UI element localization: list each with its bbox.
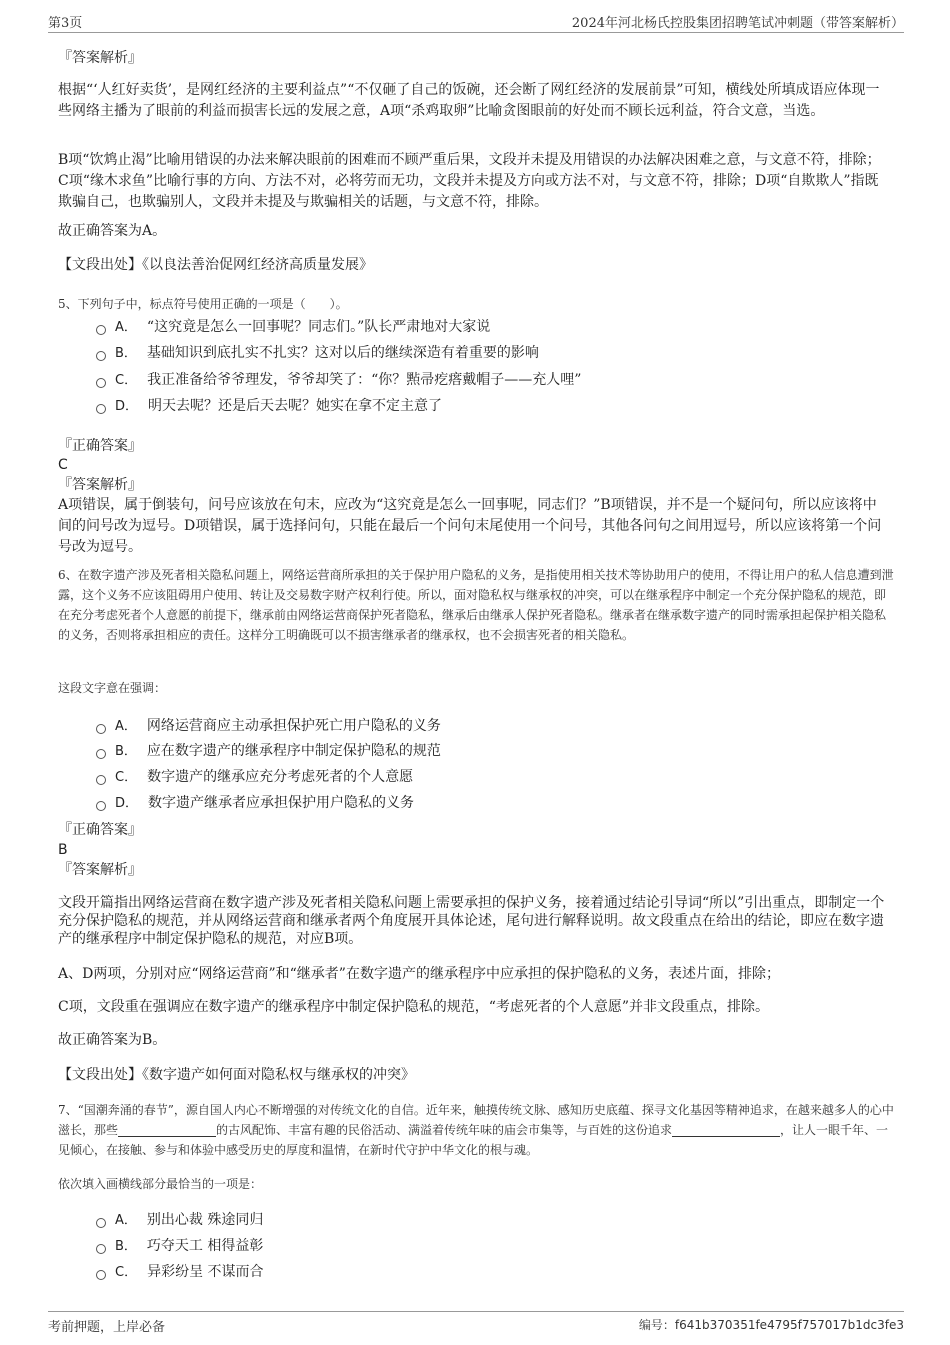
analysis-paragraph: A项错误，属于倒装句，问号应该放在句末，应改为“这究竟是怎么一回事呢，同志们？”B项错误，并不是一个疑问句，所以应该将中间的问号改为逗号。D项错误，属于选择问句，只能在最后一个问句末尾使用一个问号，其他各问句之间用逗号，所以应该将第一个问号改为逗号。 bbox=[58, 497, 882, 555]
option-a[interactable]: A． 网络运营商应主动承担保护死亡用户隐私的义务 bbox=[96, 716, 441, 737]
radio-icon[interactable] bbox=[96, 749, 106, 759]
radio-icon[interactable] bbox=[96, 404, 106, 414]
source-citation: 【文段出处】《以良法善治促网红经济高质量发展》 bbox=[58, 257, 373, 273]
radio-icon[interactable] bbox=[96, 775, 106, 785]
option-c[interactable]: C． 我正准备给爷爷理发，爷爷却笑了：“你？㸃帚疙瘩戴帽子——充人哩” bbox=[96, 370, 581, 391]
analysis-label: 『答案解析』 bbox=[58, 50, 142, 66]
document-id: 编号：f641b370351fe4795f757017b1dc3fe3 bbox=[638, 1318, 904, 1332]
radio-icon[interactable] bbox=[96, 325, 106, 335]
analysis-paragraph: 文段开篇指出网络运营商在数字遗产涉及死者相关隐私问题上需要承担的保护义务，接着通过结论引导词“所以”引出重点，即制定一个充分保护隐私的规范，并从网络运营商和继承者两个角度展开具体论述，尾句进行解释说明。故文段重点在给出的结论，即应在数字遗产的继承程序中制定保护隐私的规范，对应B项。 bbox=[58, 895, 885, 947]
analysis-paragraph: A、D两项，分别对应“网络运营商”和“继承者”在数字遗产的继承程序中应承担的保护隐私的义务，表述片面，排除； bbox=[58, 966, 780, 982]
option-c[interactable]: C． 异彩纷呈 不谋而合 bbox=[96, 1262, 264, 1283]
analysis-paragraph: B项“饮鸩止渴”比喻用错误的办法来解决眼前的困难而不顾严重后果，文段并未提及用错误的办法解决困难之意，与文意不符，排除；C项“缘木求鱼”比喻行事的方向、方法不对，必将劳而无功，文段并未提及方向或方法不对，与文意不符，排除；D项“自欺欺人”指既欺骗自己，也欺骗别人，文段并未提及与欺骗相关的话题，与文意不符，排除。 bbox=[58, 152, 881, 210]
radio-icon[interactable] bbox=[96, 724, 106, 734]
fill-blank bbox=[672, 1122, 780, 1137]
radio-icon[interactable] bbox=[96, 801, 106, 811]
option-a[interactable]: A． “这究竟是怎么一回事呢？同志们。”队长严肃地对大家说 bbox=[96, 317, 490, 338]
question-stem: 7、“国潮奔涌的春节”，源自国人内心不断增强的对传统文化的自信。近年来，触摸传统文脉、感知历史底蕴、探寻文化基因等精神追求，在越来越多人的心中滋长，那些 的古风配饰、丰富有趣的民俗活动、满溢着传统年味的庙会市集等，与百姓的这份追求 ，让人一眼千年、一见倾心，在接触、参与和体验中感受历史的厚度和温情，在新时代守护中华文化的根与魂。 bbox=[58, 1103, 894, 1157]
fill-blank bbox=[118, 1122, 216, 1137]
document-title: 2024年河北杨氏控股集团招聘笔试冲刺题（带答案解析） bbox=[571, 16, 904, 31]
answer-label: 『正确答案』 bbox=[58, 438, 142, 454]
question-prompt: 这段文字意在强调： bbox=[58, 681, 167, 695]
option-d[interactable]: D． 数字遗产继承者应承担保护用户隐私的义务 bbox=[96, 793, 414, 814]
footer-slogan: 考前押题，上岸必备 bbox=[48, 1320, 166, 1335]
option-c[interactable]: C． 数字遗产的继承应充分考虑死者的个人意愿 bbox=[96, 767, 413, 788]
analysis-paragraph: 根据“‘人红好卖货’，是网红经济的主要利益点”“不仅砸了自己的饭碗，还会断了网红经济的发展前景”可知，横线处所填成语应体现一些网络主播为了眼前的利益而损害长远的发展之意，A项“杀鸡取卵”比喻贪图眼前的好处而不顾长远利益，符合文意，当选。 bbox=[58, 82, 880, 119]
page-footer bbox=[48, 1311, 904, 1335]
radio-icon[interactable] bbox=[96, 1244, 106, 1254]
option-a[interactable]: A． 别出心裁 殊途同归 bbox=[96, 1210, 263, 1231]
question-stem: 6、在数字遗产涉及死者相关隐私问题上，网络运营商所承担的关于保护用户隐私的义务，是指使用相关技术等协助用户的使用，不得让用户的私人信息遭到泄露，这个义务不应该阻碍用户使用、转让及交易数字财产权利行使。所以，面对隐私权与继承权的冲突，可以在继承程序中制定一个充分保护隐私的规范，即在充分考虑死者个人意愿的前提下，继承前由网络运营商保护死者隐私，继承后由继承人保护死者隐私。继承者在继承数字遗产的同时需承担起保护相关隐私的义务，否则将承担相应的责任。这样分工明确既可以不损害继承者的继承权，也不会损害死者的相关隐私。 bbox=[58, 568, 894, 642]
answer-conclusion: 故正确答案为A。 bbox=[58, 223, 167, 239]
radio-icon[interactable] bbox=[96, 1218, 106, 1228]
analysis-label: 『答案解析』 bbox=[58, 862, 142, 878]
option-b[interactable]: B． 基础知识到底扎实不扎实？这对以后的继续深造有着重要的影响 bbox=[96, 343, 539, 364]
correct-answer: B bbox=[58, 842, 68, 858]
page-header bbox=[48, 12, 904, 33]
radio-icon[interactable] bbox=[96, 1270, 106, 1280]
source-citation: 【文段出处】《数字遗产如何面对隐私权与继承权的冲突》 bbox=[58, 1067, 415, 1083]
correct-answer: C bbox=[58, 457, 68, 473]
answer-label: 『正确答案』 bbox=[58, 822, 142, 838]
question-prompt: 依次填入画横线部分最恰当的一项是： bbox=[58, 1177, 263, 1191]
option-b[interactable]: B． 巧夺天工 相得益彰 bbox=[96, 1236, 263, 1257]
radio-icon[interactable] bbox=[96, 351, 106, 361]
radio-icon[interactable] bbox=[96, 378, 106, 388]
answer-conclusion: 故正确答案为B。 bbox=[58, 1032, 167, 1048]
question-stem: 5、下列句子中，标点符号使用正确的一项是（ ）。 bbox=[58, 297, 348, 311]
option-b[interactable]: B． 应在数字遗产的继承程序中制定保护隐私的规范 bbox=[96, 741, 441, 762]
analysis-label: 『答案解析』 bbox=[58, 477, 142, 493]
option-d[interactable]: D． 明天去呢？还是后天去呢？她实在拿不定主意了 bbox=[96, 396, 442, 417]
page-number: 第3页 bbox=[48, 16, 83, 31]
analysis-paragraph: C项，文段重在强调应在数字遗产的继承程序中制定保护隐私的规范，“考虑死者的个人意愿”并非文段重点，排除。 bbox=[58, 999, 770, 1015]
